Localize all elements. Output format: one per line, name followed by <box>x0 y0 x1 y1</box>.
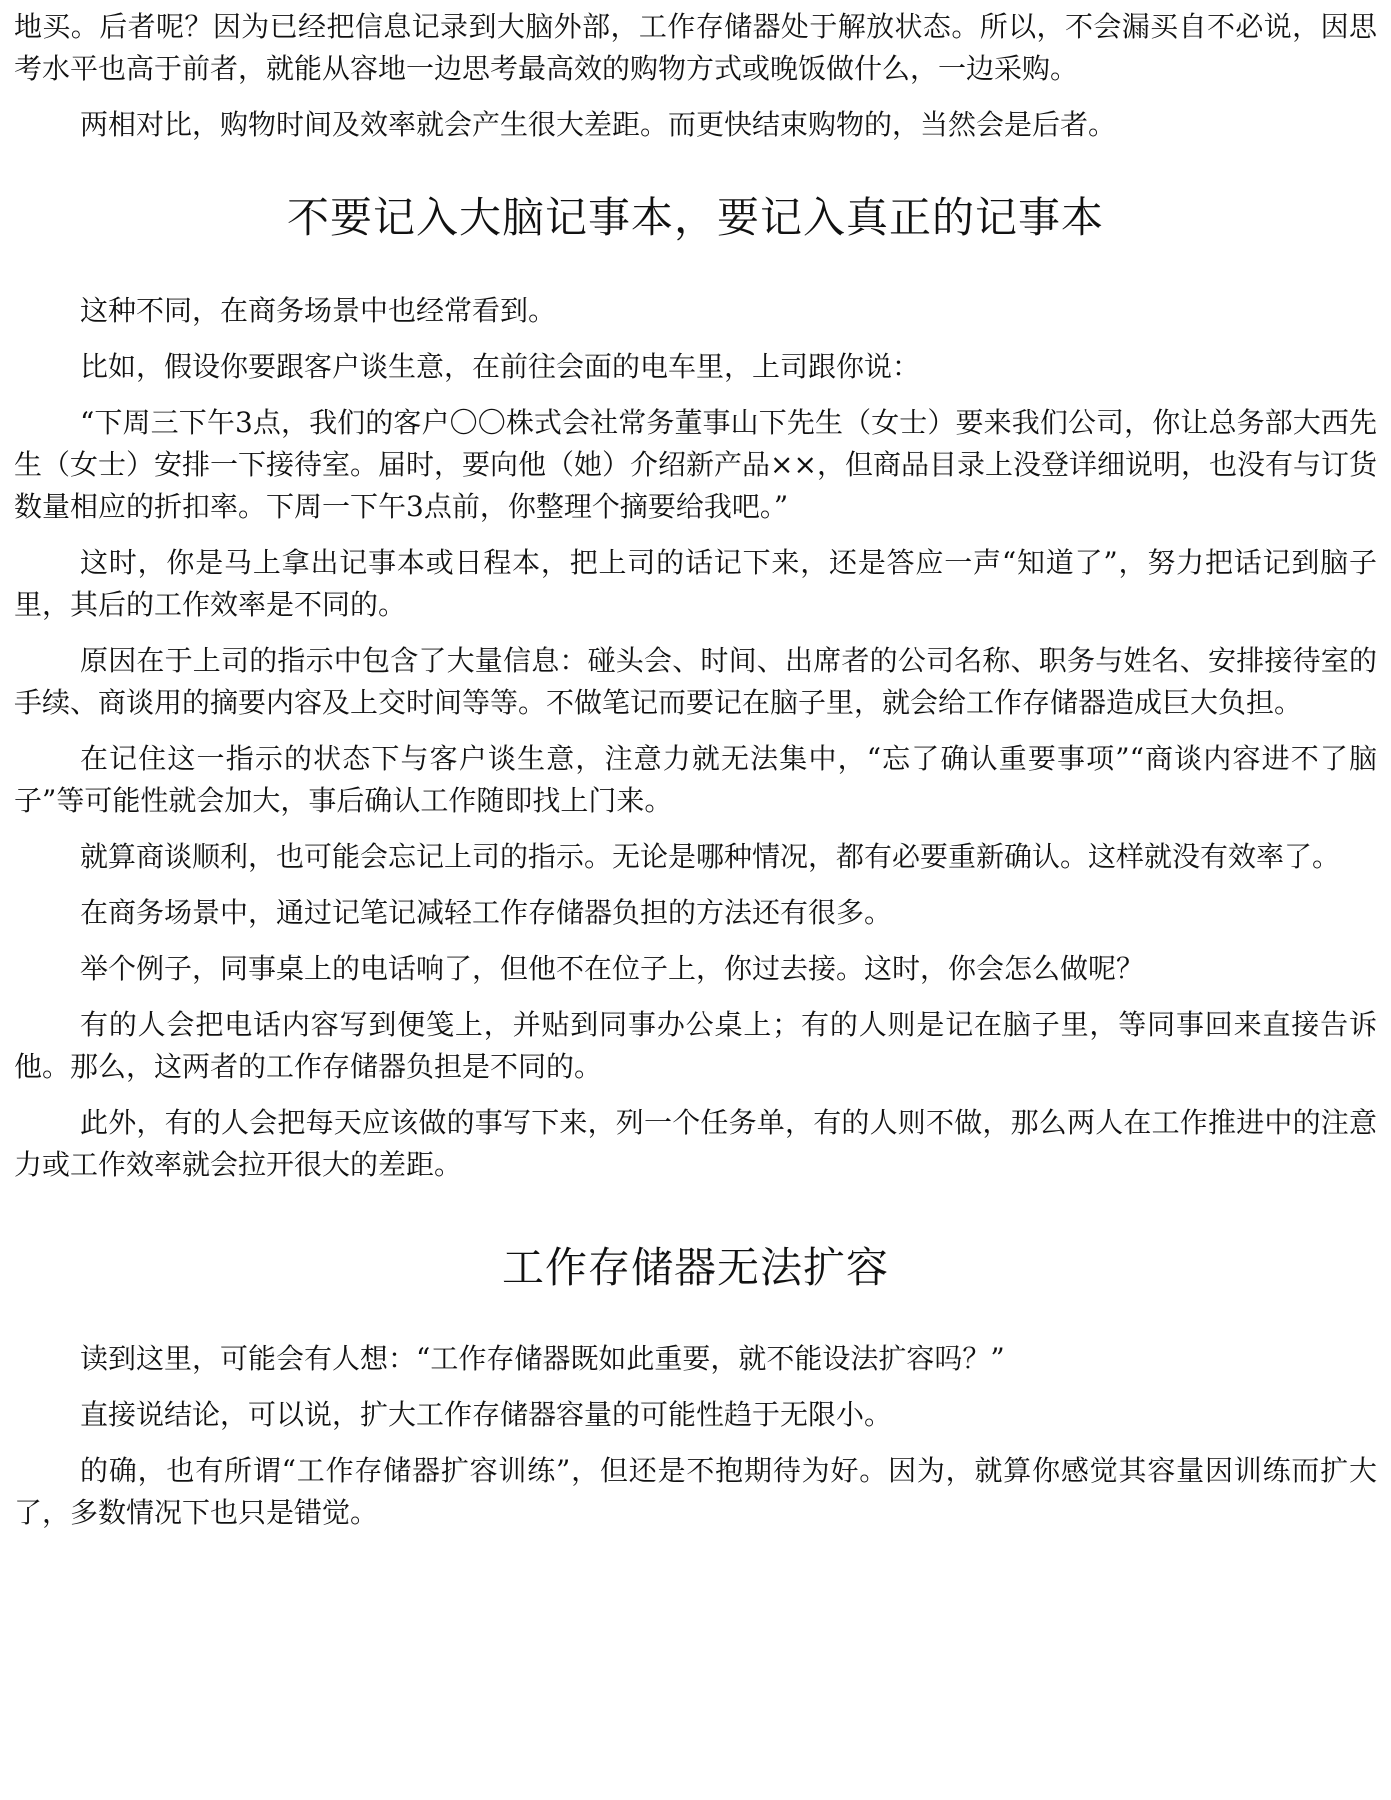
paragraph: 原因在于上司的指示中包含了大量信息：碰头会、时间、出席者的公司名称、职务与姓名、安排接待室的手续、商谈用的摘要内容及上交时间等等。不做笔记而要记在脑子里，就会给工作存储器造成巨大负担。 <box>14 644 1377 719</box>
paragraph: 在商务场景中，通过记笔记减轻工作存储器负担的方法还有很多。 <box>80 896 893 929</box>
paragraph: 这种不同，在商务场景中也经常看到。 <box>80 294 557 327</box>
paragraph: 有的人会把电话内容写到便笺上，并贴到同事办公桌上；有的人则是记在脑子里，等同事回来直接告诉他。那么，这两者的工作存储器负担是不同的。 <box>14 1008 1377 1083</box>
paragraph: 此外，有的人会把每天应该做的事写下来，列一个任务单，有的人则不做，那么两人在工作推进中的注意力或工作效率就会拉开很大的差距。 <box>14 1106 1377 1181</box>
section-heading: 不要记入大脑记事本，要记入真正的记事本 <box>286 193 1104 242</box>
paragraph: 举个例子，同事桌上的电话响了，但他不在位子上，你过去接。这时，你会怎么做呢？ <box>80 952 1145 985</box>
paragraph: 在记住这一指示的状态下与客户谈生意，注意力就无法集中，“忘了确认重要事项”“商谈内容进不了脑子”等可能性就会加大，事后确认工作随即找上门来。 <box>14 742 1377 817</box>
paragraph: 读到这里，可能会有人想：“工作存储器既如此重要，就不能设法扩容吗？” <box>80 1342 1005 1375</box>
paragraph: 的确，也有所谓“工作存储器扩容训练”，但还是不抱期待为好。因为，就算你感觉其容量因训练而扩大了，多数情况下也只是错觉。 <box>14 1454 1377 1529</box>
paragraph: 两相对比，购物时间及效率就会产生很大差距。而更快结束购物的，当然会是后者。 <box>80 108 1117 141</box>
paragraph: 这时，你是马上拿出记事本或日程本，把上司的话记下来，还是答应一声“知道了”，努力把话记到脑子里，其后的工作效率是不同的。 <box>14 546 1377 621</box>
paragraph: 比如，假设你要跟客户谈生意，在前往会面的电车里，上司跟你说： <box>80 350 921 383</box>
section-heading: 工作存储器无法扩容 <box>501 1243 889 1292</box>
quoted-paragraph: “下周三下午3点，我们的客户〇〇株式会社常务董事山下先生（女士）要来我们公司，你让总务部大西先生（女士）安排一下接待室。届时，要向他（她）介绍新产品××，但商品目录上没登详细说明，也没有与订货数量相应的折扣率。下周一下午3点前，你整理个摘要给我吧。” <box>14 406 1377 523</box>
paragraph: 地买。后者呢？因为已经把信息记录到大脑外部，工作存储器处于解放状态。所以，不会漏买自不必说，因思考水平也高于前者，就能从容地一边思考最高效的购物方式或晚饭做什么，一边采购。 <box>14 10 1377 85</box>
paragraph: 就算商谈顺利，也可能会忘记上司的指示。无论是哪种情况，都有必要重新确认。这样就没有效率了。 <box>80 840 1341 873</box>
paragraph: 直接说结论，可以说，扩大工作存储器容量的可能性趋于无限小。 <box>80 1398 893 1431</box>
